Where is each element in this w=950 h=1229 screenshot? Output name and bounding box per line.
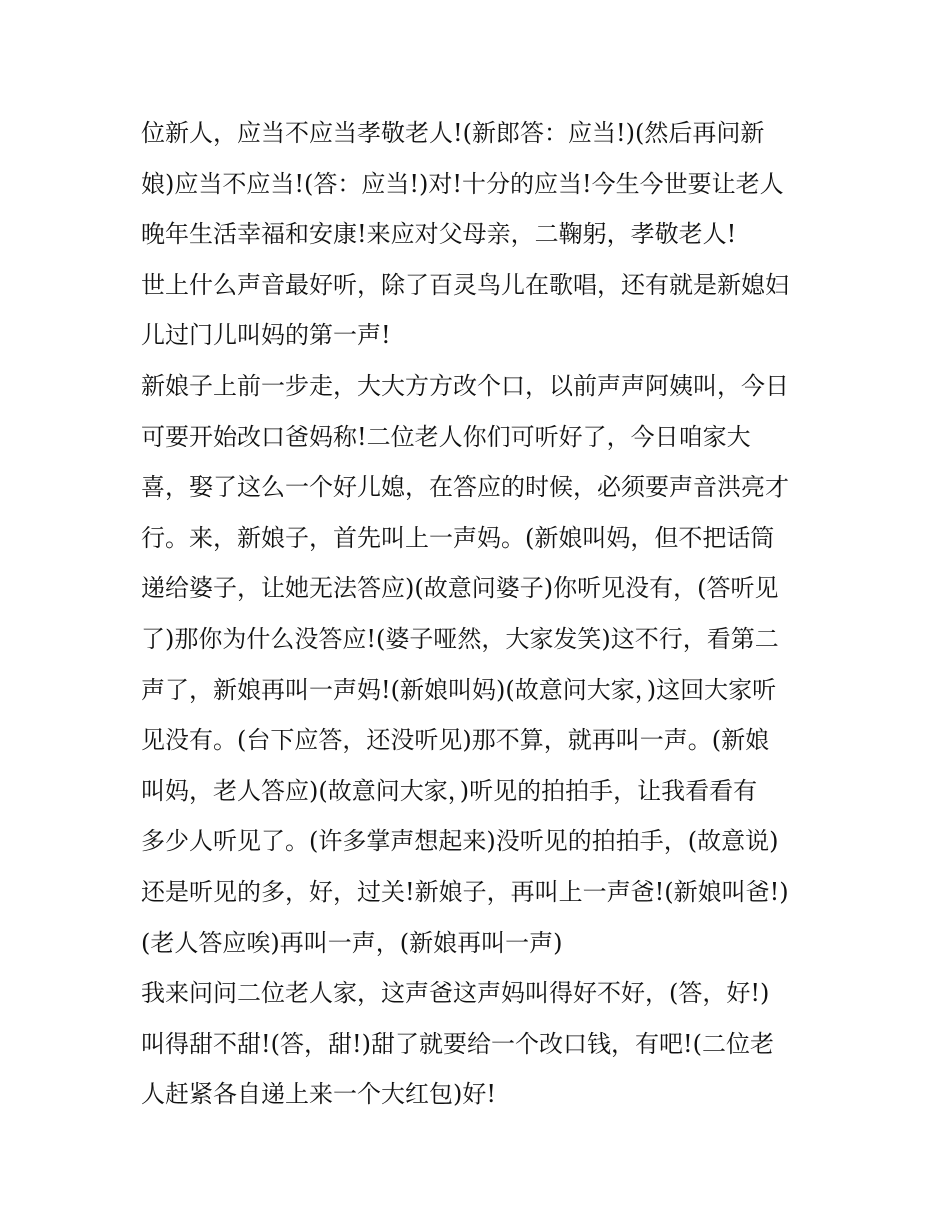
body-text — [141, 108, 831, 1120]
text-line: 叫妈，老人答应)(故意问大家，)听见的拍拍手，让我看看有 — [141, 776, 758, 805]
text-line: 人赶紧各自递上来一个大红包)好! — [141, 1080, 497, 1109]
text-line: 位新人，应当不应当孝敬老人!(新郎答：应当!)(然后再问新 — [141, 119, 765, 147]
text-line: 儿过门儿叫妈的第一声! — [141, 321, 391, 350]
text-line: 见没有。(台下应答，还没听见)那不算，就再叫一声。(新娘 — [141, 726, 770, 755]
text-line: 了)那你为什么没答应!(婆子哑然，大家发笑)这不行，看第二 — [141, 624, 779, 653]
text-line: 多少人听见了。(许多掌声想起来)没听见的拍拍手，(故意说) — [141, 827, 779, 856]
text-line: 叫得甜不甜!(答，甜!)甜了就要给一个改口钱，有吧!(二位老 — [141, 1029, 775, 1058]
text-line: 新娘子上前一步走，大大方方改个口，以前声声阿姨叫，今日 — [141, 371, 789, 400]
text-line: 行。来，新娘子，首先叫上一声妈。(新娘叫妈，但不把话筒 — [141, 523, 775, 552]
text-line: 娘)应当不应当!(答：应当!)对!十分的应当!今生今世要让老人 — [141, 169, 784, 198]
text-line: 声了，新娘再叫一声妈!(新娘叫妈)(故意问大家，)这回大家听 — [141, 675, 777, 704]
text-line: 世上什么声音最好听，除了百灵鸟儿在歌唱，还有就是新媳妇 — [141, 270, 789, 299]
text-line: 我来问问二位老人家，这声爸这声妈叫得好不好，(答，好!) — [141, 979, 770, 1008]
text-line: 喜，娶了这么一个好儿媳，在答应的时候，必须要声音洪亮才 — [141, 473, 789, 502]
text-line: 还是听见的多，好，过关!新娘子，再叫上一声爸!(新娘叫爸!) — [141, 877, 789, 906]
text-line: 可要开始改口爸妈称!二位老人你们可听好了，今日咱家大 — [141, 422, 751, 451]
text-line: (老人答应唉)再叫一声，(新娘再叫一声) — [141, 928, 563, 957]
text-line: 递给婆子，让她无法答应)(故意问婆子)你听见没有，(答听见 — [141, 574, 779, 603]
text-line: 晚年生活幸福和安康!来应对父母亲，二鞠躬，孝敬老人! — [141, 220, 737, 249]
